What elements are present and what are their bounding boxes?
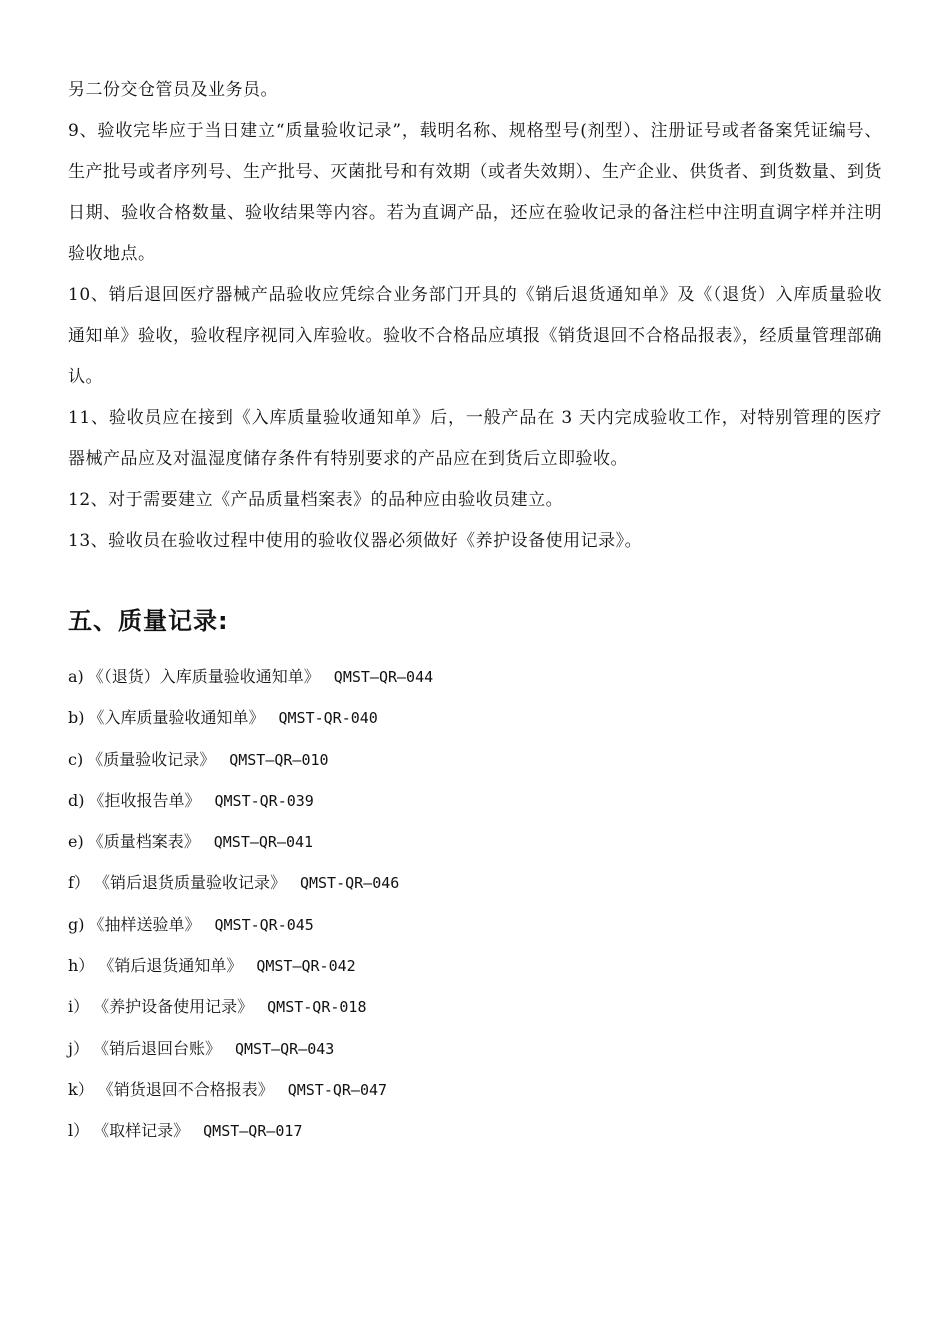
record-code: QMST-QR-045 — [214, 915, 314, 934]
paragraph-continuation: 另二份交仓管员及业务员。 — [68, 80, 278, 100]
paragraph-item-12: 12、对于需要建立《产品质量档案表》的品种应由验收员建立。 — [68, 490, 564, 510]
list-item — [68, 904, 882, 945]
list-item — [68, 656, 882, 697]
list-item — [68, 697, 882, 738]
record-title: 《质量档案表》 — [87, 832, 200, 852]
record-marker: l） — [68, 1121, 90, 1141]
record-title: 《销后退回台账》 — [92, 1038, 221, 1058]
record-marker: c) — [68, 749, 84, 769]
list-item — [68, 945, 882, 986]
record-title: 《抽样送验单》 — [88, 914, 201, 934]
record-title: 《销货退回不合格报表》 — [97, 1079, 274, 1099]
record-code: QMST-QR—046 — [299, 874, 400, 893]
record-title: 《销后退货通知单》 — [98, 956, 243, 976]
record-code: QMST-QR—047 — [287, 1080, 388, 1099]
record-code: QMST—QR—043 — [234, 1039, 335, 1058]
record-marker: e) — [68, 832, 84, 852]
paragraph-item-13: 13、验收员在验收过程中使用的验收仪器必须做好《养护设备使用记录》。 — [68, 531, 643, 551]
list-item — [68, 862, 882, 903]
section-title-quality-records: 五、质量记录: — [68, 607, 229, 635]
record-code: QMST—QR—044 — [333, 668, 434, 686]
record-code: QMST—QR—010 — [229, 750, 329, 769]
paragraph-item-9: 9、验收完毕应于当日建立“质量验收记录”，载明名称、规格型号(剂型）、注册证号或者备案凭证编号、生产批号或者序列号、生产批号、灭菌批号和有效期（或者失效期）、生产企业、供货者、到货数量、到货日期、验收合格数量、验收结果等内容。若为直调产品，还应在验收记录的备注栏中注明直调字样并注明验收地点。 — [68, 121, 882, 264]
record-title: 《拒收报告单》 — [88, 790, 201, 810]
record-marker: g) — [68, 914, 85, 934]
list-item — [68, 1110, 882, 1151]
quality-records-list — [68, 652, 882, 1152]
list-item — [68, 1069, 882, 1110]
document-page — [68, 70, 882, 1152]
list-item — [68, 739, 882, 780]
record-title: 《销后退货质量验收记录》 — [93, 873, 286, 893]
record-marker: i） — [68, 997, 90, 1017]
record-code: QMST—QR-042 — [256, 957, 356, 976]
record-marker: b) — [68, 708, 85, 728]
record-code: QMST-QR-018 — [267, 998, 367, 1017]
paragraph-item-10: 10、销后退回医疗器械产品验收应凭综合业务部门开具的《销后退货通知单》及《（退货）入库质量验收通知单》验收，验收程序视同入库验收。验收不合格品应填报《销货退回不合格品报表》，经质量管理部确认。 — [68, 285, 882, 387]
record-code: QMST—QR—017 — [203, 1122, 303, 1141]
list-item — [68, 1028, 882, 1069]
record-code: QMST-QR-039 — [214, 791, 314, 810]
record-code: QMST—QR—041 — [213, 833, 314, 852]
record-title: 《入库质量验收通知单》 — [88, 708, 265, 728]
record-title: 《取样记录》 — [93, 1121, 190, 1141]
record-marker: h） — [68, 956, 95, 976]
record-marker: k） — [68, 1079, 94, 1099]
record-title: 《（退货）入库质量验收通知单》 — [87, 667, 320, 686]
paragraph-item-11: 11、验收员应在接到《入库质量验收通知单》后，一般产品在 3 天内完成验收工作，对特别管理的医疗器械产品应及对温湿度储存条件有特别要求的产品应在到货后立即验收。 — [68, 408, 882, 469]
record-title: 《养护设备使用记录》 — [93, 997, 254, 1017]
record-title: 《质量验收记录》 — [87, 749, 216, 769]
record-marker: f） — [68, 873, 90, 893]
record-marker: a) — [68, 667, 84, 686]
list-item — [68, 821, 882, 862]
record-marker: j） — [68, 1038, 89, 1058]
list-item — [68, 986, 882, 1027]
record-marker: d) — [68, 790, 85, 810]
list-item — [68, 780, 882, 821]
record-code: QMST-QR-040 — [278, 709, 378, 728]
